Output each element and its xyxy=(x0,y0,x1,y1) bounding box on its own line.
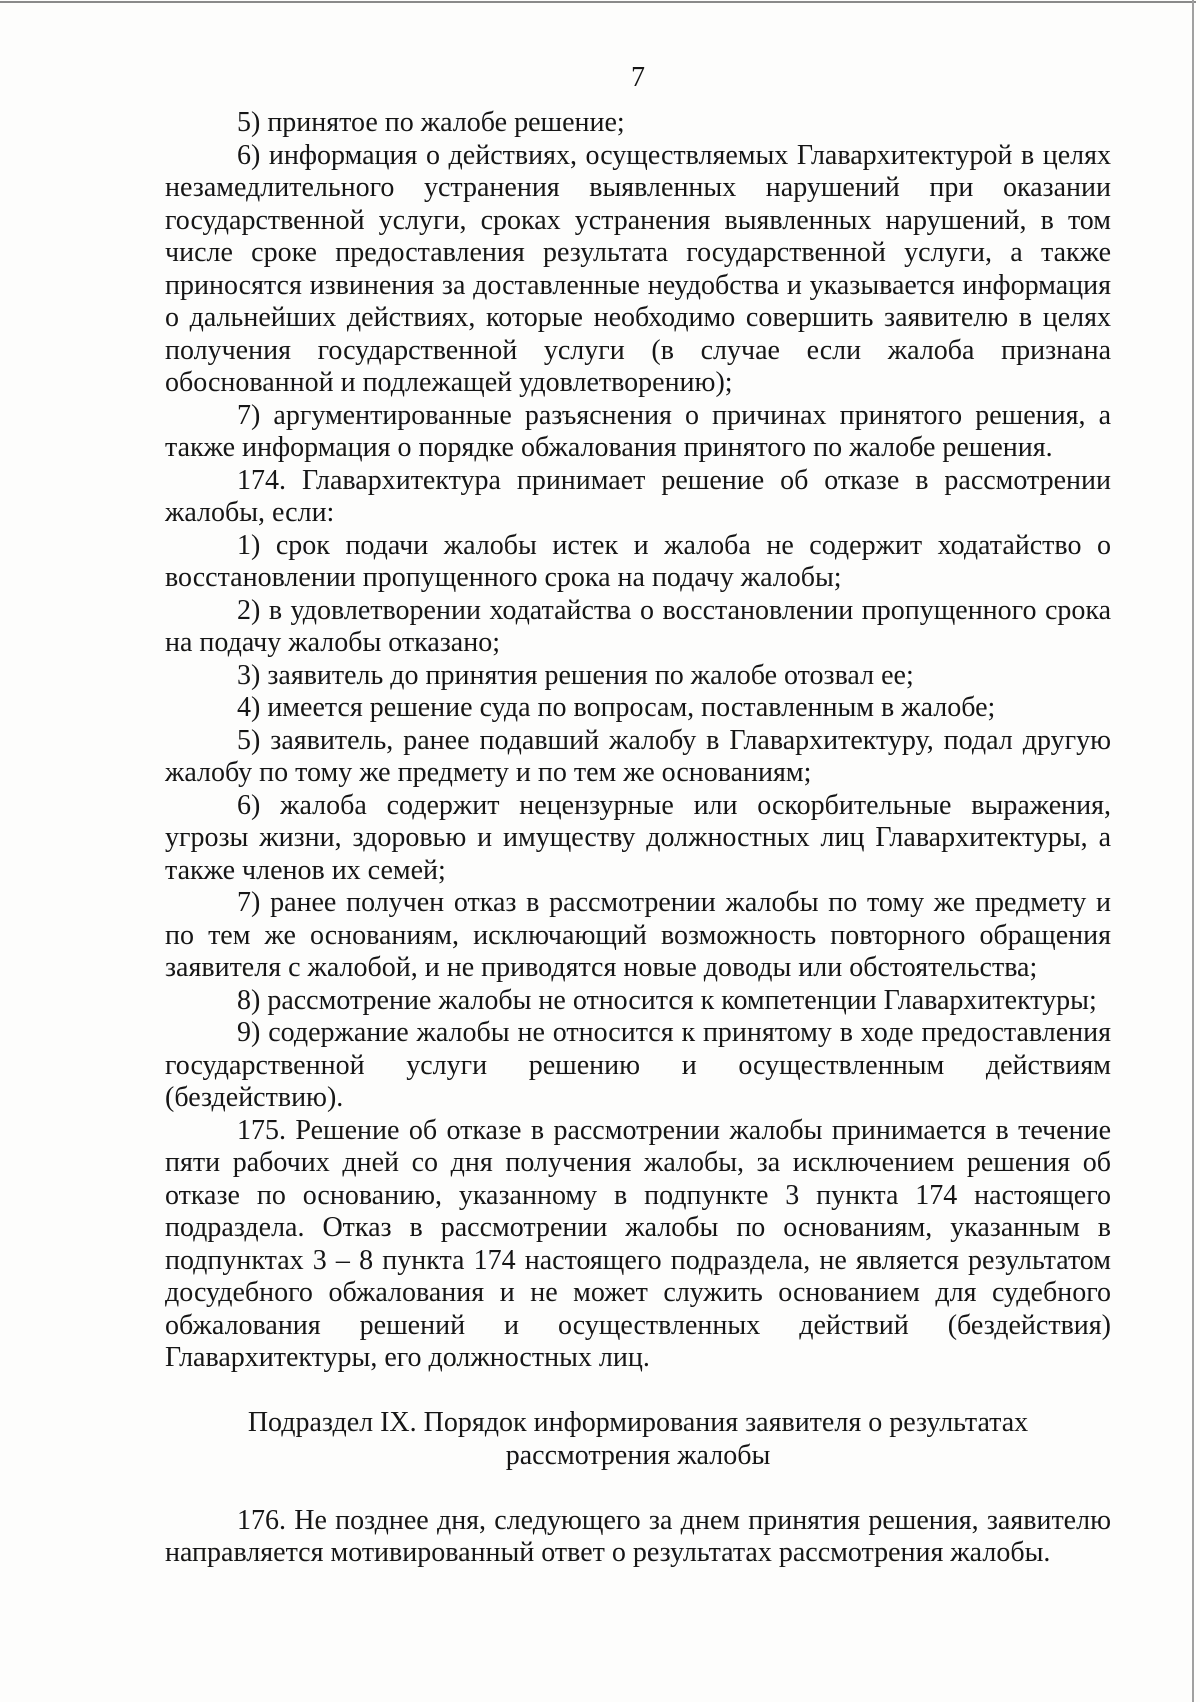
text-line: 5) принятое по жалобе решение; xyxy=(237,107,625,138)
text-line: обоснованной и подлежащей удовлетворению); xyxy=(165,367,733,398)
heading-line: рассмотрения жалобы xyxy=(505,1439,771,1471)
text-line: 8) рассмотрение жалобы не относится к компетенции Главархитектуры; xyxy=(237,984,1097,1016)
text-line: приносятся извинения за доставленные неудобства и указывается информация xyxy=(165,269,1111,301)
item-174-7 xyxy=(165,887,1111,985)
text-line: на подачу жалобы отказано; xyxy=(165,627,501,658)
text-line: обжалования решений и осуществленных действий (бездействия) xyxy=(165,1309,1111,1341)
text-line: (бездействию). xyxy=(165,1082,344,1113)
text-line: 3) заявитель до принятия решения по жалобе отозвал ее; xyxy=(237,659,914,691)
item-174-5 xyxy=(165,725,1111,790)
text-line: государственной услуги решению и осуществленным действиям xyxy=(165,1049,1111,1081)
text-line: 6) жалоба содержит нецензурные или оскорбительные выражения, xyxy=(237,789,1111,821)
item-174-3 xyxy=(165,660,1111,693)
scan-edge-top xyxy=(0,1,1196,3)
text-line: незамедлительного устранения выявленных нарушений при оказании xyxy=(165,172,1111,203)
text-line: 4) имеется решение суда по вопросам, поставленным в жалобе; xyxy=(237,692,996,723)
text-line: также информация о порядке обжалования принятого по жалобе решения. xyxy=(165,432,1053,463)
item-174-1 xyxy=(165,530,1111,595)
text-line: 174. Главархитектура принимает решение об отказе в рассмотрении xyxy=(237,464,1111,496)
document-body xyxy=(165,107,1111,1570)
text-line: 175. Решение об отказе в рассмотрении жалобы принимается в течение xyxy=(237,1114,1111,1146)
scan-edge-right xyxy=(1192,0,1194,1702)
clause-174 xyxy=(165,465,1111,530)
text-line: восстановлении пропущенного срока на подачу жалобы; xyxy=(165,562,842,593)
subsection-heading xyxy=(165,1407,1111,1472)
text-line: 1) срок подачи жалобы истек и жалоба не содержит ходатайство о xyxy=(237,529,1111,561)
text-line: 2) в удовлетворении ходатайства о восстановлении пропущенного срока xyxy=(237,594,1111,626)
text-line: пяти рабочих дней со дня получения жалобы, за исключением решения об xyxy=(165,1147,1111,1178)
page-number: 7 xyxy=(631,62,645,93)
item-174-2 xyxy=(165,595,1111,660)
text-line: заявителя с жалобой, и не приводятся новые доводы или обстоятельства; xyxy=(165,952,1038,983)
item-174-4 xyxy=(165,692,1111,725)
text-line: 176. Не позднее дня, следующего за днем принятия решения, заявителю xyxy=(237,1504,1111,1536)
text-line: получения государственной услуги (в случае если жалоба признана xyxy=(165,334,1111,366)
item-7-explanations xyxy=(165,400,1111,465)
text-line: 7) аргументированные разъяснения о причинах принятого решения, а xyxy=(237,399,1111,431)
text-line: отказе по основанию, указанному в подпункте 3 пункта 174 настоящего xyxy=(165,1179,1111,1211)
item-5-decision xyxy=(165,107,1111,140)
clause-175 xyxy=(165,1115,1111,1375)
text-line: 6) информация о действиях, осуществляемых Главархитектурой в целях xyxy=(237,139,1111,171)
text-line: 9) содержание жалобы не относится к принятому в ходе предоставления xyxy=(237,1017,1111,1048)
item-174-8 xyxy=(165,985,1111,1018)
text-line: Главархитектуры, его должностных лиц. xyxy=(165,1342,650,1373)
text-line: направляется мотивированный ответ о результатах рассмотрения жалобы. xyxy=(165,1537,1051,1568)
text-line: угрозы жизни, здоровью и имуществу должностных лиц Главархитектуры, а xyxy=(165,822,1111,853)
text-line: 7) ранее получен отказ в рассмотрении жалобы по тому же предмету и xyxy=(237,887,1111,918)
clause-176 xyxy=(165,1505,1111,1570)
text-line: по тем же основаниям, исключающий возможность повторного обращения xyxy=(165,919,1111,951)
text-line: жалобы, если: xyxy=(165,497,335,528)
text-line: числе сроке предоставления результата государственной услуги, а также xyxy=(165,237,1111,268)
item-174-9 xyxy=(165,1017,1111,1115)
text-line: жалобу по тому же предмету и по тем же основаниям; xyxy=(165,757,812,788)
text-line: досудебного обжалования и не может служить основанием для судебного xyxy=(165,1277,1111,1308)
text-line: также членов их семей; xyxy=(165,854,446,886)
text-line: 5) заявитель, ранее подавший жалобу в Главархитектуру, подал другую xyxy=(237,724,1111,756)
text-line: подпунктах 3 – 8 пункта 174 настоящего подраздела, не является результатом xyxy=(165,1244,1111,1276)
item-174-6 xyxy=(165,790,1111,888)
text-line: о дальнейших действиях, которые необходимо совершить заявителю в целях xyxy=(165,302,1111,333)
text-line: подраздела. Отказ в рассмотрении жалобы по основаниям, указанным в xyxy=(165,1212,1111,1243)
text-line: государственной услуги, сроках устранения выявленных нарушений, в том xyxy=(165,204,1111,236)
heading-line: Подраздел IX. Порядок информирования заявителя о результатах xyxy=(247,1407,1029,1438)
item-6-information xyxy=(165,140,1111,400)
